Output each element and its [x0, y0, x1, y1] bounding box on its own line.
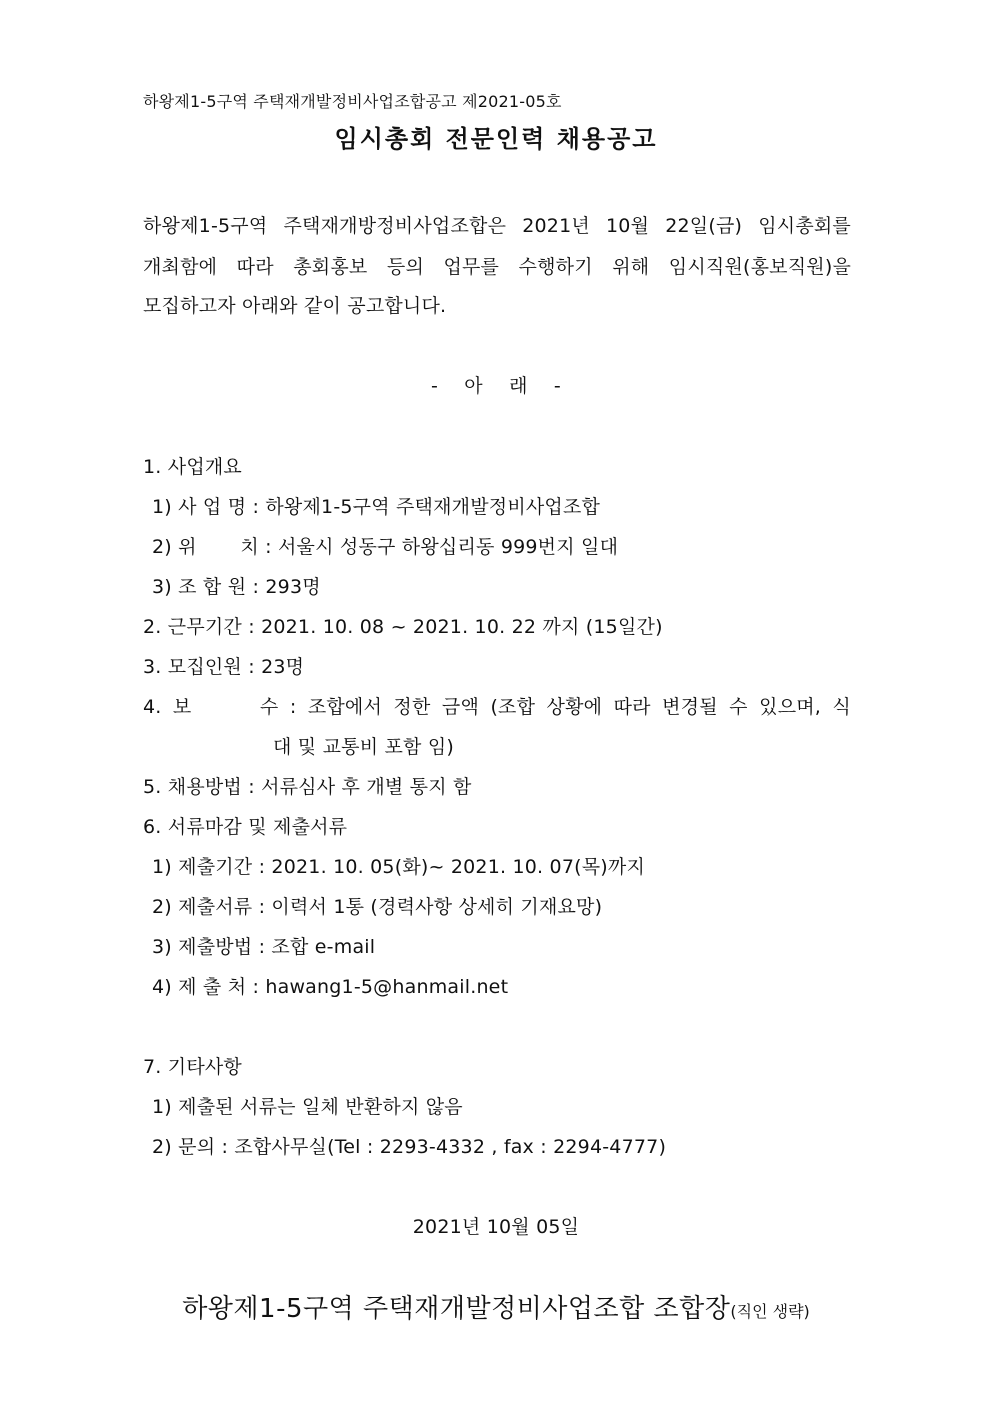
- separator-heading: - 아 래 -: [431, 375, 561, 397]
- section-7-item-2: 2) 문의 : 조합사무실(Tel : 2293-4332 , fax : 2294-4777): [152, 1136, 667, 1158]
- signature-name: 하왕제1-5구역 주택재개발정비사업조합 조합장: [182, 1294, 731, 1324]
- section-7-heading: 7. 기타사항: [143, 1056, 242, 1078]
- section-1-item-3: 3) 조 합 원 : 293명: [152, 576, 321, 598]
- page-title: 임시총회 전문인력 채용공고: [334, 125, 658, 153]
- section-6-item-3: 3) 제출방법 : 조합 e-mail: [152, 936, 376, 958]
- intro-line-2: 개최함에 따라 총회홍보 등의 업무를 수행하기 위해 임시직원(홍보직원)을: [143, 256, 851, 278]
- section-4-line-2: 대 및 교통비 포함 임): [273, 736, 455, 758]
- section-1-heading: 1. 사업개요: [143, 456, 242, 478]
- section-7-item-1: 1) 제출된 서류는 일체 반환하지 않음: [152, 1096, 463, 1118]
- section-1-item-1: 1) 사 업 명 : 하왕제1-5구역 주택재개발정비사업조합: [152, 496, 601, 518]
- section-6-heading: 6. 서류마감 및 제출서류: [143, 816, 348, 838]
- section-6-item-1: 1) 제출기간 : 2021. 10. 05(화)~ 2021. 10. 07(목)까지: [152, 856, 645, 878]
- section-4-line-1: 4. 보 수 : 조합에서 정한 금액 (조합 상황에 따라 변경될 수 있으며, 식: [143, 696, 851, 718]
- intro-line-1: 하왕제1-5구역 주택재개방정비사업조합은 2021년 10월 22일(금) 임시총회를: [143, 215, 851, 237]
- section-6-item-2: 2) 제출서류 : 이력서 1통 (경력사항 상세히 기재요망): [152, 896, 603, 918]
- section-2: 2. 근무기간 : 2021. 10. 08 ~ 2021. 10. 22 까지 (15일간): [143, 616, 663, 638]
- notice-number: 하왕제1-5구역 주택재개발정비사업조합공고 제2021-05호: [143, 92, 562, 111]
- section-1-item-2: 2) 위 치 : 서울시 성동구 하왕십리동 999번지 일대: [152, 536, 619, 558]
- signature-line: [0, 1293, 992, 1328]
- intro-line-3: 모집하고자 아래와 같이 공고합니다.: [143, 295, 447, 317]
- section-5: 5. 채용방법 : 서류심사 후 개별 통지 함: [143, 776, 472, 798]
- section-3: 3. 모집인원 : 23명: [143, 656, 305, 678]
- signature-note: (직인 생략): [730, 1302, 810, 1321]
- issue-date: 2021년 10월 05일: [412, 1216, 580, 1238]
- section-6-item-4: 4) 제 출 처 : hawang1-5@hanmail.net: [152, 976, 509, 998]
